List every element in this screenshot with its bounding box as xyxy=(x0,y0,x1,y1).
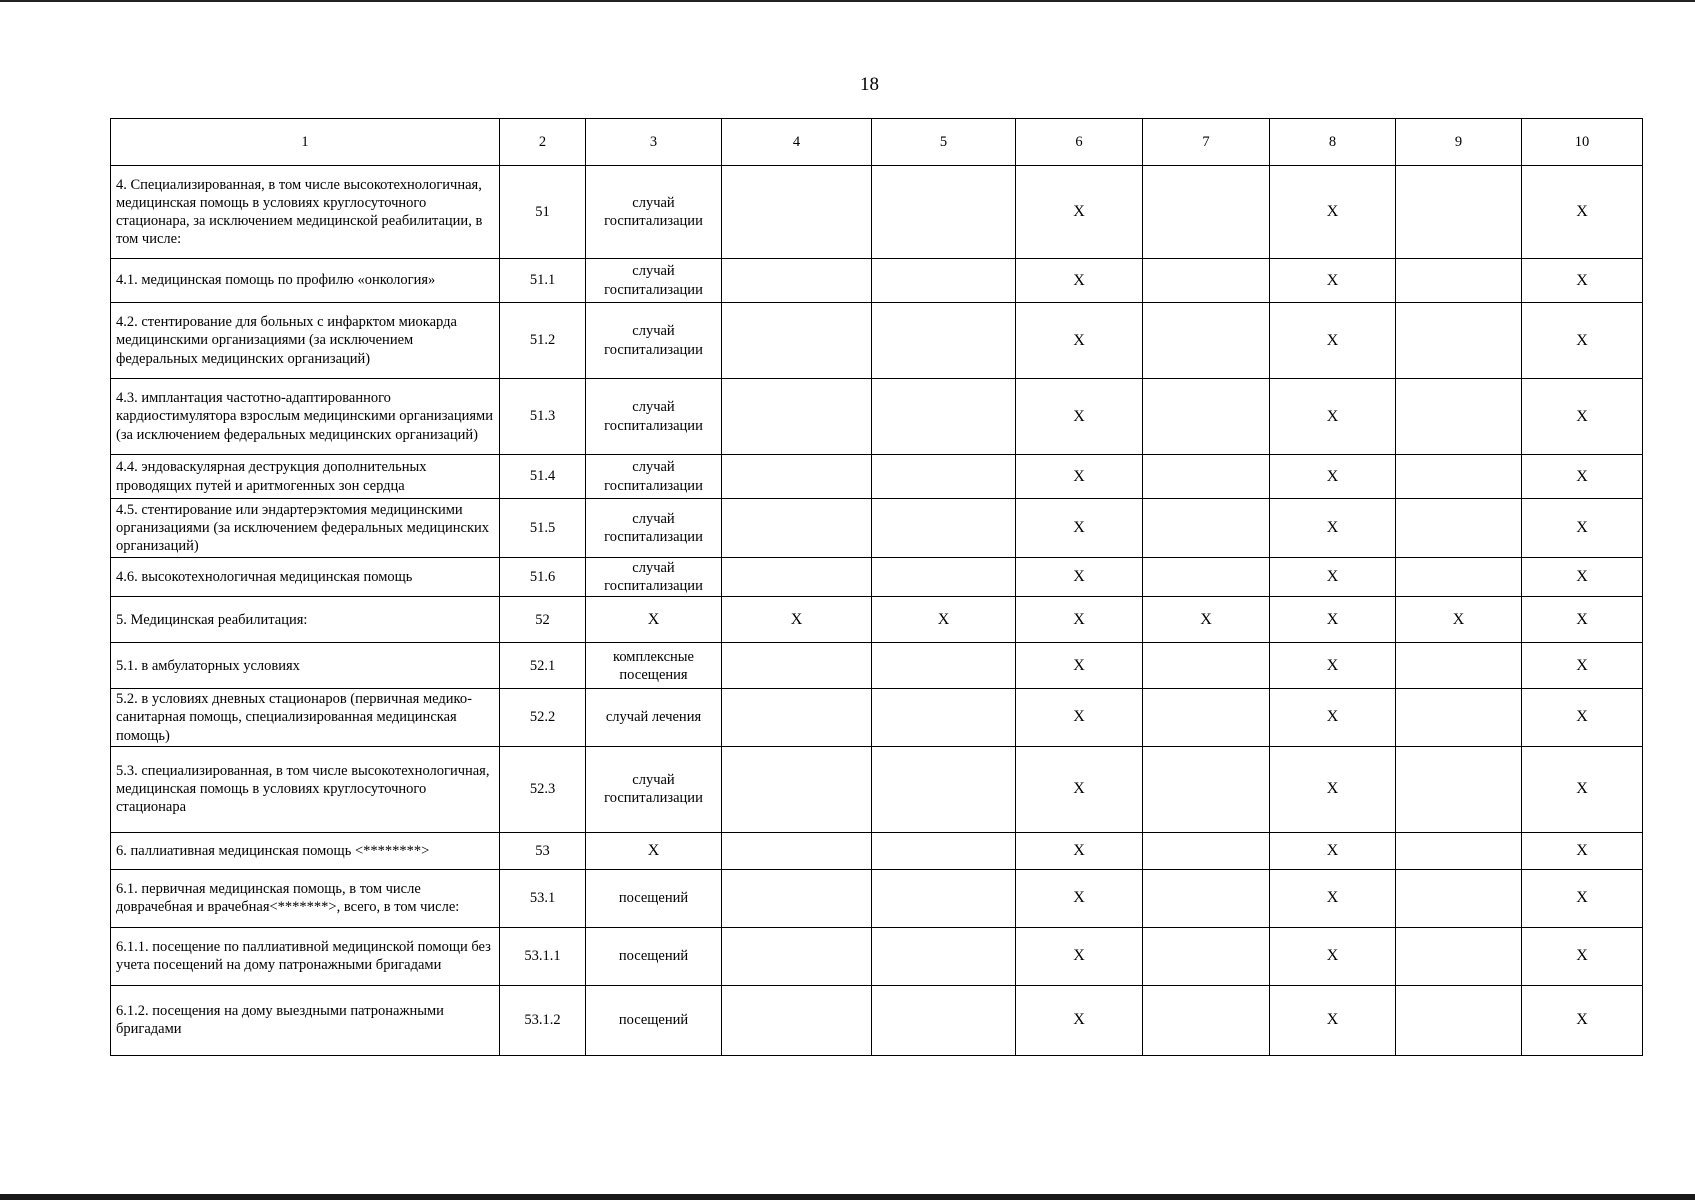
cell-col-7 xyxy=(1143,455,1270,499)
row-unit: посещений xyxy=(586,869,722,927)
row-code: 53 xyxy=(500,832,586,869)
cell-col-8: X xyxy=(1270,455,1396,499)
row-code: 51.6 xyxy=(500,558,586,597)
column-header: 2 xyxy=(500,119,586,166)
scan-edge-bottom xyxy=(0,1194,1695,1200)
column-header: 8 xyxy=(1270,119,1396,166)
table-row xyxy=(111,303,1643,379)
cell-col-10: X xyxy=(1522,746,1643,832)
cell-col-6: X xyxy=(1016,303,1143,379)
table-row xyxy=(111,259,1643,303)
cell-col-6: X xyxy=(1016,689,1143,746)
cell-col-4 xyxy=(722,746,872,832)
cell-col-10: X xyxy=(1522,643,1643,689)
column-header: 4 xyxy=(722,119,872,166)
cell-col-4 xyxy=(722,455,872,499)
row-name: 4.3. имплантация частотно-адаптированного кардиостимулятора взрослым медицинскими организациями (за исключением федеральных медицинских организаций) xyxy=(111,379,500,455)
row-unit: случай госпитализации xyxy=(586,558,722,597)
row-unit: случай госпитализации xyxy=(586,166,722,259)
row-unit: случай госпитализации xyxy=(586,303,722,379)
cell-col-5 xyxy=(872,643,1016,689)
cell-col-10: X xyxy=(1522,166,1643,259)
cell-col-5 xyxy=(872,455,1016,499)
cell-col-4 xyxy=(722,499,872,558)
cell-col-6: X xyxy=(1016,558,1143,597)
cell-col-6: X xyxy=(1016,927,1143,985)
row-unit: случай лечения xyxy=(586,689,722,746)
cell-col-5 xyxy=(872,558,1016,597)
cell-col-4: X xyxy=(722,597,872,643)
column-header: 7 xyxy=(1143,119,1270,166)
row-code: 51.5 xyxy=(500,499,586,558)
cell-col-5 xyxy=(872,379,1016,455)
row-name: 4.4. эндоваскулярная деструкция дополнительных проводящих путей и аритмогенных зон сердца xyxy=(111,455,500,499)
cell-col-10: X xyxy=(1522,303,1643,379)
table-row xyxy=(111,379,1643,455)
cell-col-9 xyxy=(1396,259,1522,303)
cell-col-8: X xyxy=(1270,927,1396,985)
cell-col-10: X xyxy=(1522,379,1643,455)
cell-col-4 xyxy=(722,869,872,927)
cell-col-10: X xyxy=(1522,499,1643,558)
row-name: 5. Медицинская реабилитация: xyxy=(111,597,500,643)
row-name: 5.2. в условиях дневных стационаров (первичная медико-санитарная помощь, специализированная медицинская помощь) xyxy=(111,689,500,746)
cell-col-7 xyxy=(1143,746,1270,832)
row-code: 53.1 xyxy=(500,869,586,927)
row-unit: X xyxy=(586,597,722,643)
cell-col-9 xyxy=(1396,985,1522,1055)
cell-col-8: X xyxy=(1270,166,1396,259)
cell-col-7 xyxy=(1143,927,1270,985)
cell-col-5 xyxy=(872,927,1016,985)
cell-col-8: X xyxy=(1270,303,1396,379)
cell-col-5 xyxy=(872,832,1016,869)
cell-col-8: X xyxy=(1270,643,1396,689)
cell-col-6: X xyxy=(1016,643,1143,689)
row-name: 6. паллиативная медицинская помощь <********> xyxy=(111,832,500,869)
row-name: 4.2. стентирование для больных с инфарктом миокарда медицинскими организациями (за исключением федеральных медицинских организаций) xyxy=(111,303,500,379)
row-name: 6.1.1. посещение по паллиативной медицинской помощи без учета посещений на дому патронажными бригадами xyxy=(111,927,500,985)
cell-col-6: X xyxy=(1016,869,1143,927)
cell-col-5 xyxy=(872,985,1016,1055)
row-unit: посещений xyxy=(586,927,722,985)
cell-col-6: X xyxy=(1016,455,1143,499)
table-header-row xyxy=(111,119,1643,166)
cell-col-7: X xyxy=(1143,597,1270,643)
cell-col-10: X xyxy=(1522,927,1643,985)
cell-col-7 xyxy=(1143,832,1270,869)
table-row xyxy=(111,746,1643,832)
cell-col-6: X xyxy=(1016,985,1143,1055)
cell-col-8: X xyxy=(1270,558,1396,597)
cell-col-4 xyxy=(722,643,872,689)
table-row xyxy=(111,985,1643,1055)
row-name: 4.6. высокотехнологичная медицинская помощь xyxy=(111,558,500,597)
column-header: 10 xyxy=(1522,119,1643,166)
cell-col-8: X xyxy=(1270,597,1396,643)
cell-col-4 xyxy=(722,927,872,985)
row-code: 51.4 xyxy=(500,455,586,499)
row-code: 51 xyxy=(500,166,586,259)
scan-edge-top xyxy=(0,0,1695,2)
row-unit: посещений xyxy=(586,985,722,1055)
cell-col-8: X xyxy=(1270,869,1396,927)
cell-col-7 xyxy=(1143,166,1270,259)
table-row xyxy=(111,558,1643,597)
cell-col-8: X xyxy=(1270,832,1396,869)
row-name: 4. Специализированная, в том числе высокотехнологичная, медицинская помощь в условиях круглосуточного стационара, за исключением медицинской реабилитации, в том числе: xyxy=(111,166,500,259)
cell-col-10: X xyxy=(1522,597,1643,643)
cell-col-10: X xyxy=(1522,455,1643,499)
cell-col-9 xyxy=(1396,746,1522,832)
row-unit: случай госпитализации xyxy=(586,746,722,832)
cell-col-4 xyxy=(722,985,872,1055)
cell-col-10: X xyxy=(1522,689,1643,746)
row-unit: случай госпитализации xyxy=(586,259,722,303)
row-code: 52.3 xyxy=(500,746,586,832)
cell-col-6: X xyxy=(1016,499,1143,558)
row-unit: случай госпитализации xyxy=(586,499,722,558)
cell-col-9 xyxy=(1396,303,1522,379)
cell-col-8: X xyxy=(1270,259,1396,303)
cell-col-5 xyxy=(872,869,1016,927)
table-row xyxy=(111,597,1643,643)
cell-col-9 xyxy=(1396,927,1522,985)
table-row xyxy=(111,832,1643,869)
column-header: 6 xyxy=(1016,119,1143,166)
row-code: 52 xyxy=(500,597,586,643)
page-number: 18 xyxy=(860,74,879,95)
cell-col-5: X xyxy=(872,597,1016,643)
cell-col-10: X xyxy=(1522,259,1643,303)
table-row xyxy=(111,166,1643,259)
cell-col-4 xyxy=(722,166,872,259)
cell-col-9 xyxy=(1396,379,1522,455)
cell-col-6: X xyxy=(1016,259,1143,303)
cell-col-9 xyxy=(1396,166,1522,259)
row-code: 52.1 xyxy=(500,643,586,689)
cell-col-9 xyxy=(1396,558,1522,597)
row-name: 6.1. первичная медицинская помощь, в том числе доврачебная и врачебная<*******>, всего, в том числе: xyxy=(111,869,500,927)
cell-col-8: X xyxy=(1270,985,1396,1055)
row-name: 5.3. специализированная, в том числе высокотехнологичная, медицинская помощь в условиях круглосуточного стационара xyxy=(111,746,500,832)
cell-col-7 xyxy=(1143,558,1270,597)
row-name: 4.5. стентирование или эндартерэктомия медицинскими организациями (за исключением федеральных медицинских организаций) xyxy=(111,499,500,558)
cell-col-10: X xyxy=(1522,558,1643,597)
table-row xyxy=(111,499,1643,558)
cell-col-4 xyxy=(722,558,872,597)
cell-col-6: X xyxy=(1016,832,1143,869)
cell-col-8: X xyxy=(1270,379,1396,455)
cell-col-7 xyxy=(1143,643,1270,689)
row-unit: комплексные посещения xyxy=(586,643,722,689)
cell-col-9 xyxy=(1396,832,1522,869)
cell-col-5 xyxy=(872,499,1016,558)
cell-col-9 xyxy=(1396,499,1522,558)
row-name: 4.1. медицинская помощь по профилю «онкология» xyxy=(111,259,500,303)
cell-col-7 xyxy=(1143,303,1270,379)
cell-col-8: X xyxy=(1270,746,1396,832)
table-row xyxy=(111,869,1643,927)
row-unit: случай госпитализации xyxy=(586,455,722,499)
cell-col-7 xyxy=(1143,985,1270,1055)
cell-col-5 xyxy=(872,689,1016,746)
cell-col-4 xyxy=(722,379,872,455)
row-name: 5.1. в амбулаторных условиях xyxy=(111,643,500,689)
cell-col-7 xyxy=(1143,379,1270,455)
cell-col-9 xyxy=(1396,455,1522,499)
cell-col-5 xyxy=(872,259,1016,303)
cell-col-6: X xyxy=(1016,746,1143,832)
column-header: 9 xyxy=(1396,119,1522,166)
cell-col-7 xyxy=(1143,869,1270,927)
table-row xyxy=(111,643,1643,689)
row-code: 53.1.2 xyxy=(500,985,586,1055)
column-header: 1 xyxy=(111,119,500,166)
cell-col-7 xyxy=(1143,259,1270,303)
row-code: 51.2 xyxy=(500,303,586,379)
cell-col-10: X xyxy=(1522,869,1643,927)
row-code: 51.1 xyxy=(500,259,586,303)
cell-col-8: X xyxy=(1270,689,1396,746)
cell-col-4 xyxy=(722,832,872,869)
cell-col-5 xyxy=(872,166,1016,259)
cell-col-4 xyxy=(722,303,872,379)
cell-col-6: X xyxy=(1016,166,1143,259)
column-header: 5 xyxy=(872,119,1016,166)
cell-col-5 xyxy=(872,303,1016,379)
table-row xyxy=(111,455,1643,499)
cell-col-4 xyxy=(722,689,872,746)
row-name: 6.1.2. посещения на дому выездными патронажными бригадами xyxy=(111,985,500,1055)
column-header: 3 xyxy=(586,119,722,166)
table-row xyxy=(111,927,1643,985)
row-code: 51.3 xyxy=(500,379,586,455)
row-code: 52.2 xyxy=(500,689,586,746)
cell-col-9 xyxy=(1396,689,1522,746)
cell-col-6: X xyxy=(1016,379,1143,455)
row-unit: случай госпитализации xyxy=(586,379,722,455)
cell-col-7 xyxy=(1143,499,1270,558)
table-row xyxy=(111,689,1643,746)
row-code: 53.1.1 xyxy=(500,927,586,985)
cell-col-4 xyxy=(722,259,872,303)
cell-col-7 xyxy=(1143,689,1270,746)
cell-col-6: X xyxy=(1016,597,1143,643)
cell-col-10: X xyxy=(1522,832,1643,869)
cell-col-9 xyxy=(1396,643,1522,689)
cell-col-10: X xyxy=(1522,985,1643,1055)
data-table xyxy=(110,118,1643,1056)
cell-col-9: X xyxy=(1396,597,1522,643)
row-unit: X xyxy=(586,832,722,869)
cell-col-5 xyxy=(872,746,1016,832)
cell-col-8: X xyxy=(1270,499,1396,558)
cell-col-9 xyxy=(1396,869,1522,927)
